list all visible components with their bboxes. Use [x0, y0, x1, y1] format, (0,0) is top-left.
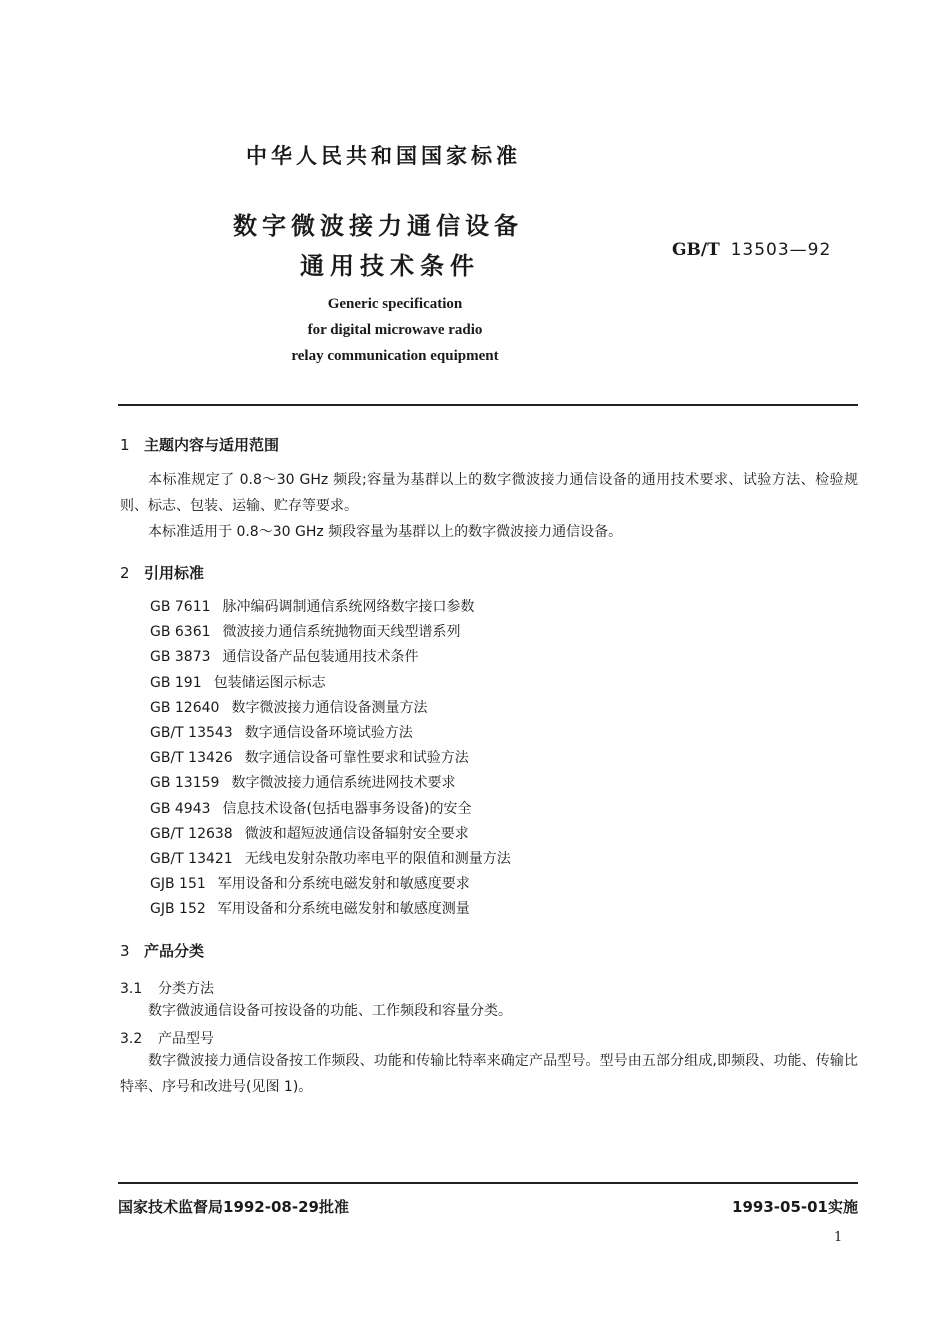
- approval-date: 国家技术监督局1992-08-29批准: [118, 1198, 349, 1216]
- section-title: 引用标准: [144, 564, 205, 582]
- reference-code: GB 13159: [150, 775, 220, 792]
- subsection-number: 3.1: [120, 981, 143, 997]
- reference-title: 数字微波接力通信系统进网技术要求: [231, 775, 456, 792]
- reference-title: 数字通信设备可靠性要求和试验方法: [244, 750, 469, 767]
- reference-title: 数字通信设备环境试验方法: [244, 724, 413, 741]
- reference-code: GB 4943: [150, 800, 211, 817]
- document-title-line1: 数字微波接力通信设备: [233, 212, 523, 240]
- reference-title: 数字微波接力通信设备测量方法: [231, 699, 428, 716]
- reference-item: [150, 696, 511, 721]
- reference-item: [150, 721, 511, 746]
- reference-item: [150, 746, 511, 771]
- english-title-line1: Generic specification: [327, 296, 463, 312]
- reference-title: 军用设备和分系统电磁发射和敏感度要求: [217, 876, 470, 893]
- subsection-title: 分类方法: [158, 981, 214, 997]
- reference-code: GB/T 13543: [150, 724, 233, 741]
- section-3-2-paragraph: 数字微波接力通信设备按工作频段、功能和传输比特率来确定产品型号。型号由五部分组成,即频段、功能、传输比特率、序号和改进号(见图 1)。: [120, 1053, 858, 1095]
- section-1-paragraph-2: 本标准适用于 0.8～30 GHz 频段容量为基群以上的数字微波接力通信设备。: [148, 524, 623, 540]
- reference-title: 无线电发射杂散功率电平的限值和测量方法: [244, 850, 511, 867]
- reference-title: 脉冲编码调制通信系统网络数字接口参数: [222, 599, 475, 615]
- page-number: 1: [834, 1230, 843, 1245]
- reference-code: GJB 151: [150, 876, 206, 893]
- reference-item: [150, 645, 511, 670]
- reference-title: 通信设备产品包装通用技术条件: [222, 649, 419, 666]
- section-3-1-heading: [120, 978, 214, 998]
- section-number: 1: [120, 436, 130, 454]
- standard-number: [672, 240, 831, 260]
- reference-item: [150, 771, 511, 796]
- section-title: 主题内容与适用范围: [144, 436, 280, 454]
- english-title-line3: relay communication equipment: [291, 348, 499, 364]
- english-title-line2: for digital microwave radio: [307, 322, 483, 338]
- reference-title: 军用设备和分系统电磁发射和敏感度测量: [217, 901, 470, 918]
- normative-references-list: [150, 595, 511, 922]
- reference-item: [150, 671, 511, 696]
- reference-title: 包装储运图示标志: [213, 674, 326, 691]
- subsection-title: 产品型号: [158, 1031, 214, 1047]
- header-divider: [118, 404, 858, 406]
- reference-item: [150, 797, 511, 822]
- footer-divider: [118, 1182, 858, 1184]
- section-number: 2: [120, 564, 130, 582]
- reference-code: GB 3873: [150, 649, 211, 666]
- national-standard-heading: 中华人民共和国国家标准: [246, 144, 521, 168]
- section-3-2-heading: [120, 1028, 214, 1048]
- reference-item: [150, 847, 511, 872]
- reference-code: GB/T 13421: [150, 850, 233, 867]
- section-title: 产品分类: [144, 942, 205, 960]
- standard-code: 13503—92: [730, 240, 832, 260]
- section-2-heading: [120, 562, 204, 583]
- document-title-line2: 通用技术条件: [300, 252, 480, 280]
- section-1-paragraph-1: 本标准规定了 0.8～30 GHz 频段;容量为基群以上的数字微波接力通信设备的通用技术要求、试验方法、检验规则、标志、包装、运输、贮存等要求。: [120, 472, 858, 514]
- reference-title: 微波接力通信系统抛物面天线型谱系列: [222, 624, 461, 641]
- reference-item: [150, 620, 511, 645]
- standard-prefix: GB/T: [672, 240, 720, 260]
- effective-date: 1993-05-01实施: [732, 1198, 858, 1216]
- reference-code: GB 12640: [150, 699, 220, 716]
- reference-item: [150, 822, 511, 847]
- reference-code: GB/T 13426: [150, 750, 233, 767]
- section-1-heading: [120, 434, 279, 455]
- section-3-1-paragraph: 数字微波通信设备可按设备的功能、工作频段和容量分类。: [148, 1003, 512, 1019]
- reference-code: GB/T 12638: [150, 825, 233, 842]
- reference-code: GB 7611: [150, 599, 211, 615]
- section-3-heading: [120, 940, 204, 961]
- reference-code: GB 6361: [150, 624, 211, 641]
- reference-title: 信息技术设备(包括电器事务设备)的安全: [222, 800, 472, 817]
- reference-item: [150, 872, 511, 897]
- reference-item: [150, 897, 511, 922]
- reference-code: GJB 152: [150, 901, 206, 918]
- reference-title: 微波和超短波通信设备辐射安全要求: [244, 825, 469, 842]
- reference-code: GB 191: [150, 674, 202, 691]
- section-number: 3: [120, 942, 130, 960]
- reference-item: [150, 595, 511, 620]
- subsection-number: 3.2: [120, 1031, 143, 1047]
